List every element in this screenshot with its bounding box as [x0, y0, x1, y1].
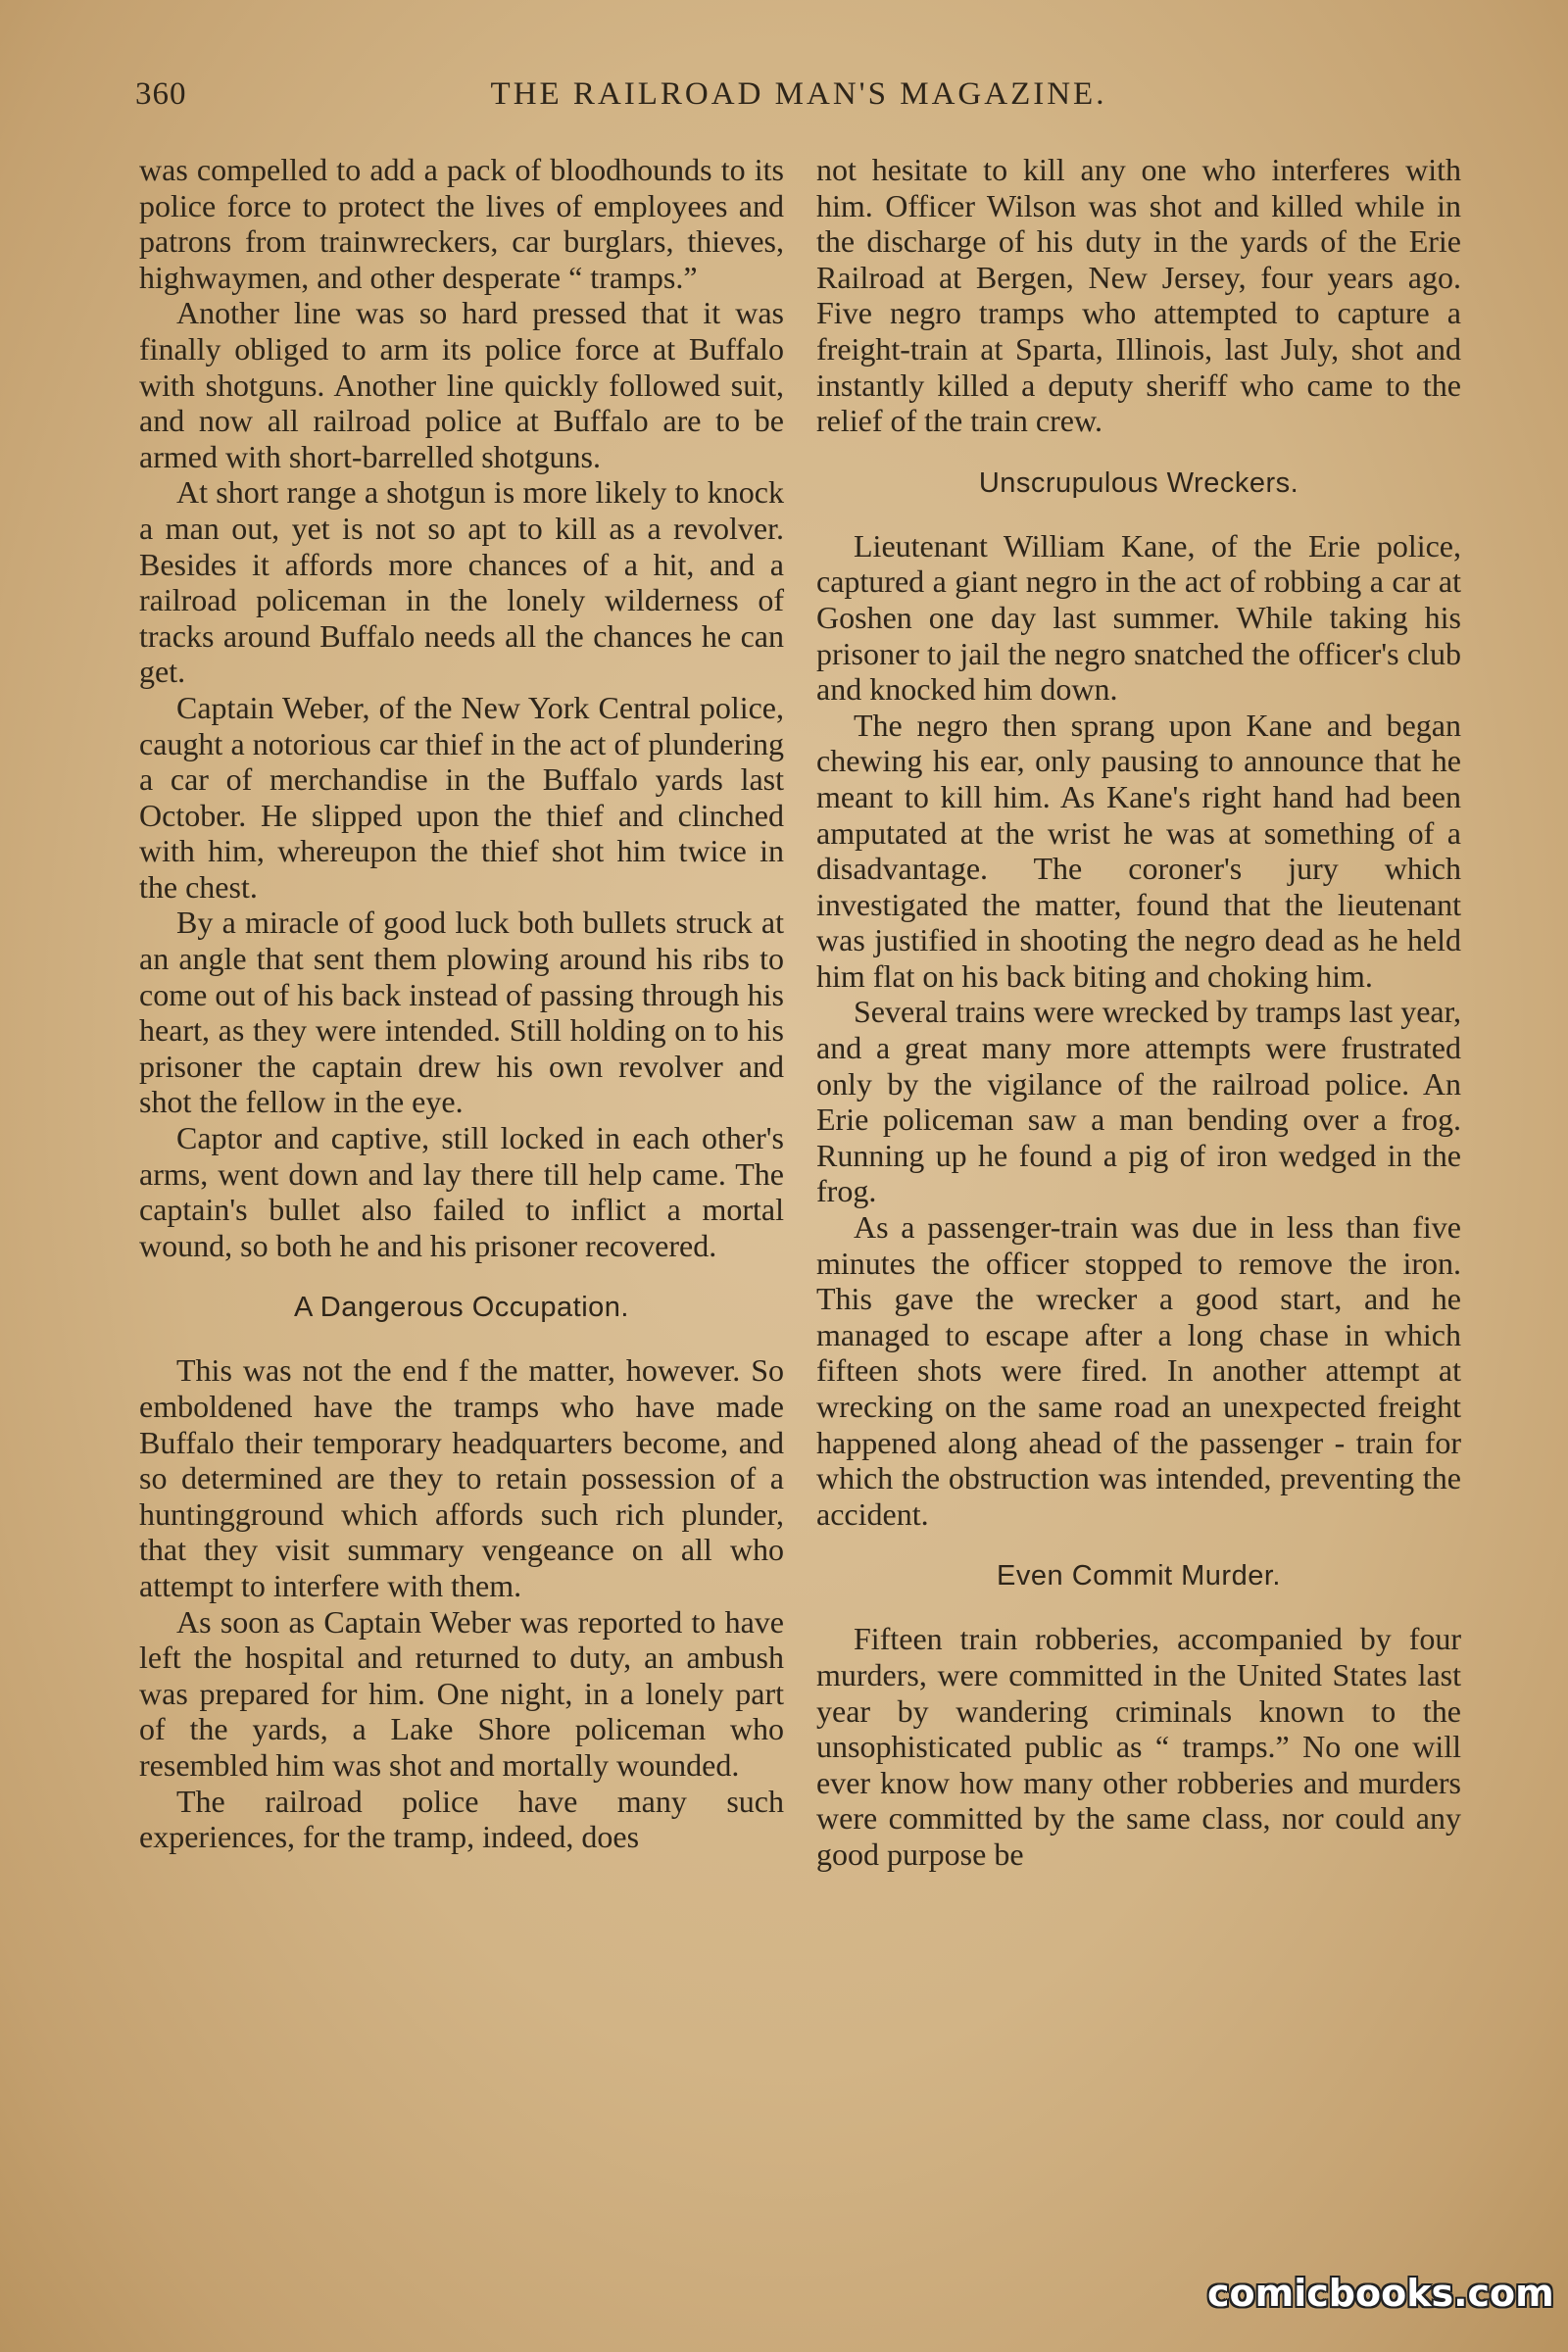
paragraph: not hesitate to kill any one who interferes with him. Officer Wilson was shot and killed while in the discharge of his duty in the yards of the Erie Railroad at Bergen, New Jersey, four years ago. Five negro tramps who attempted to capture a freight-train at Sparta, Illinois, last July, shot and instantly killed a deputy sheriff who came to the relief of the train crew.: [816, 152, 1461, 439]
paragraph: was compelled to add a pack of bloodhounds to its police force to protect the lives of employees and patrons from trainwreckers, car burglars, thieves, highwaymen, and other desperate “ tramps.”: [139, 152, 784, 295]
paragraph: The negro then sprang upon Kane and began chewing his ear, only pausing to announce that he meant to kill him. As Kane's right hand had been amputated at the wrist he was at something of a disadvantage. The coroner's jury which investigated the matter, found that the lieutenant was justified in shooting the negro dead as he held him flat on his back biting and choking him.: [816, 707, 1461, 994]
paragraph: The railroad police have many such experiences, for the tramp, indeed, does: [139, 1783, 784, 1855]
paragraph: Another line was so hard pressed that it was finally obliged to arm its police force at Buffalo with shotguns. Another line quickly followed suit, and now all railroad police at Buffalo are to be armed with short-barrelled shotguns.: [139, 295, 784, 474]
watermark-logo: comicbooks.com: [1207, 2272, 1554, 2315]
paragraph: This was not the end f the matter, however. So emboldened have the tramps who have made Buffalo their temporary headquarters become, and so determined are they to retain possession of a huntingground which affords such rich plunder, that they visit summary vengeance on all who attempt to interfere with them.: [139, 1352, 784, 1603]
paragraph: By a miracle of good luck both bullets struck at an angle that sent them plowing around his ribs to come out of his back instead of passing through his heart, as they were intended. Still holding on to his prisoner the captain drew his own revolver and shot the fellow in the eye.: [139, 905, 784, 1120]
section-heading: Even Commit Murder.: [997, 1560, 1281, 1592]
running-title: THE RAILROAD MAN'S MAGAZINE.: [490, 76, 1107, 112]
left-column: [139, 152, 784, 1855]
section-heading: A Dangerous Occupation.: [294, 1292, 629, 1324]
paragraph: Captor and captive, still locked in each other's arms, went down and lay there till help came. The captain's bullet also failed to inflict a mortal wound, so both he and his prisoner recovered.: [139, 1120, 784, 1263]
page-header: [0, 76, 1568, 131]
paragraph: Lieutenant William Kane, of the Erie police, captured a giant negro in the act of robbing a car at Goshen one day last summer. While taking his prisoner to jail the negro snatched the officer's club and knocked him down.: [816, 527, 1461, 708]
section-heading: Unscrupulous Wreckers.: [978, 466, 1299, 499]
paragraph: At short range a shotgun is more likely to knock a man out, yet is not so apt to kill as a revolver. Besides it affords more chances of a hit, and a railroad policeman in the lonely wilderness of tracks around Buffalo needs all the chances he can get.: [139, 474, 784, 690]
paragraph: As a passenger-train was due in less than five minutes the officer stopped to remove the iron. This gave the wrecker a good start, and he managed to escape after a long chase in which fifteen shots were fired. In another attempt at wrecking on the same road an unexpected freight happened along ahead of the passenger - train for which the obstruction was intended, preventing the accident.: [816, 1209, 1461, 1532]
paragraph: Captain Weber, of the New York Central police, caught a notorious car thief in the act of plundering a car of merchandise in the Buffalo yards last October. He slipped upon the thief and clinched with him, whereupon the thief shot him twice in the chest.: [139, 689, 784, 905]
paragraph: Fifteen train robberies, accompanied by four murders, were committed in the United States last year by wandering criminals known to the unsophisticated public as “ tramps.” No one will ever know how many other robberies and murders were committed by the same class, nor could any good purpose be: [816, 1621, 1461, 1872]
paragraph: As soon as Captain Weber was reported to have left the hospital and returned to duty, an ambush was prepared for him. One night, in a lonely part of the yards, a Lake Shore policeman who resembled him was shot and mortally wounded.: [139, 1603, 784, 1783]
paragraph: Several trains were wrecked by tramps last year, and a great many more attempts were frustrated only by the vigilance of the railroad police. An Erie policeman saw a man bending over a frog. Running up he found a pig of iron wedged in the frog.: [816, 994, 1461, 1209]
right-column: [816, 152, 1461, 1873]
page-number: 360: [135, 76, 187, 112]
